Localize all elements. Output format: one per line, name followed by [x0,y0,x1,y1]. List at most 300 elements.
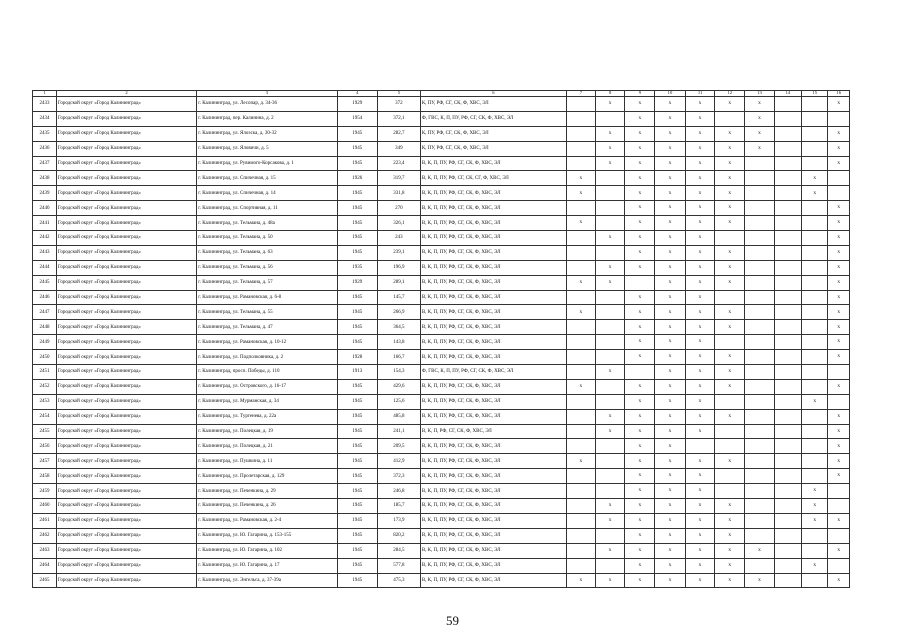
mark-cell [802,350,828,365]
table-row [33,379,850,394]
mark-cell: x [625,186,655,201]
mark-cell: x [715,156,745,171]
year-cell: 1926 [337,171,377,186]
area-cell: 326,1 [377,216,420,231]
mark-cell: x [625,156,655,171]
mark-cell [595,186,625,201]
mark-cell [774,156,801,171]
year-cell: 1945 [337,439,377,454]
works-cell: Ф, ГВС, К, П, ПУ, РФ, СГ, СК, Ф, ХВС, ЭЛ [420,111,566,126]
mark-cell [745,439,775,454]
mark-cell: x [715,409,745,424]
mark-cell: x [655,394,686,409]
works-cell: К, ПУ, РФ, СГ, СК, Ф, ХВС, ЭЛ [420,141,566,156]
year-cell: 1945 [337,290,377,305]
column-number: 5 [377,91,420,97]
mark-cell: x [715,216,745,231]
mark-cell [566,424,595,439]
mark-cell [774,231,801,246]
mark-cell [595,379,625,394]
mark-cell: x [802,484,828,499]
area-cell: 173,9 [377,513,420,528]
mark-cell [745,290,775,305]
mark-cell [745,350,775,365]
mark-cell: x [745,97,775,112]
mark-cell: x [715,379,745,394]
mark-cell [566,320,595,335]
table-row [33,320,850,335]
address-cell: г. Калининград, ул. Ялоэска, д. 30-32 [197,126,337,141]
mark-cell: x [655,141,686,156]
mark-cell: x [828,573,850,588]
address-cell: г. Калининград, ул. Рамановская, д. 2-4 [197,513,337,528]
mark-cell [774,260,801,275]
address-cell: г. Калининград, ул. Рамановская, д. 10-12 [197,335,337,350]
area-cell: 412,9 [377,454,420,469]
mark-cell [745,305,775,320]
area-cell: 209,5 [377,439,420,454]
mark-cell: x [655,543,686,558]
mark-cell [802,469,828,484]
mark-cell: x [655,335,686,350]
mark-cell: x [685,260,715,275]
mark-cell: x [625,126,655,141]
year-cell: 1945 [337,558,377,573]
mark-cell [828,171,850,186]
mark-cell: x [828,290,850,305]
year-cell: 1945 [337,573,377,588]
table-row [33,260,850,275]
table-row [33,245,850,260]
mark-cell [774,454,801,469]
district-cell: Городской округ «Город Калининград» [56,335,196,350]
mark-cell: x [802,513,828,528]
mark-cell: x [715,245,745,260]
works-cell: В, К, П, ПУ, РФ, СГ, СК, Ф, ХВС, ЭЛ [420,499,566,514]
table-row [33,469,850,484]
mark-cell: x [715,97,745,112]
mark-cell [802,216,828,231]
table-row [33,394,850,409]
mark-cell [802,245,828,260]
mark-cell [802,379,828,394]
mark-cell: x [685,275,715,290]
mark-cell [715,439,745,454]
district-cell: Городской округ «Город Калининград» [56,379,196,394]
mark-cell: x [802,558,828,573]
mark-cell: x [715,320,745,335]
district-cell: Городской округ «Город Калининград» [56,216,196,231]
district-cell: Городской округ «Город Калининград» [56,394,196,409]
year-cell: 1945 [337,320,377,335]
district-cell: Городской округ «Город Калининград» [56,97,196,112]
district-cell: Городской округ «Город Калининград» [56,573,196,588]
mark-cell [745,379,775,394]
mark-cell [595,469,625,484]
area-cell: 143,8 [377,335,420,350]
table-row [33,126,850,141]
table-row [33,186,850,201]
mark-cell: x [685,111,715,126]
address-cell: г. Калининград, ул. Подполковника, д. 2 [197,350,337,365]
mark-cell [566,156,595,171]
area-cell: 246,8 [377,484,420,499]
mark-cell: x [802,394,828,409]
mark-cell: x [566,305,595,320]
district-cell: Городской округ «Город Калининград» [56,290,196,305]
mark-cell [595,350,625,365]
address-cell: г. Калининград, ул. Ю. Гагарина, д. 153-155 [197,528,337,543]
mark-cell: x [566,573,595,588]
mark-cell: x [715,454,745,469]
mark-cell [745,335,775,350]
mark-cell: x [625,201,655,216]
table-row [33,409,850,424]
table-row [33,290,850,305]
column-number: 7 [566,91,595,97]
row-number: 2437 [33,156,57,171]
mark-cell [566,439,595,454]
mark-cell: x [828,379,850,394]
mark-cell: x [685,543,715,558]
mark-cell: x [625,231,655,246]
year-cell: 1945 [337,499,377,514]
mark-cell: x [655,186,686,201]
mark-cell: x [685,424,715,439]
mark-cell [802,439,828,454]
address-cell: г. Калининград, ул. Спичечная, д. 15 [197,171,337,186]
column-number: 15 [802,91,828,97]
mark-cell [774,528,801,543]
address-cell: г. Калининград, ул. Мурманская, д. 34 [197,394,337,409]
works-cell: Ф, ГВС, К, П, ПУ, РФ, СГ, СК, Ф, ХВС, ЭЛ [420,365,566,380]
mark-cell: x [685,97,715,112]
row-number: 2454 [33,409,57,424]
mark-cell [566,350,595,365]
row-number: 2434 [33,111,57,126]
mark-cell: x [655,201,686,216]
row-number: 2462 [33,528,57,543]
mark-cell [566,543,595,558]
mark-cell [715,231,745,246]
mark-cell: x [625,97,655,112]
district-cell: Городской округ «Город Калининград» [56,469,196,484]
works-cell: В, К, П, ПУ, РФ, СГ, СК, Ф, ХВС, ЭЛ [420,350,566,365]
row-number: 2444 [33,260,57,275]
mark-cell: x [685,573,715,588]
mark-cell [745,394,775,409]
mark-cell: x [655,290,686,305]
mark-cell [774,558,801,573]
mark-cell [566,484,595,499]
year-cell: 1945 [337,245,377,260]
area-cell: 331,8 [377,186,420,201]
year-cell: 1945 [337,156,377,171]
mark-cell [595,320,625,335]
mark-cell: x [828,424,850,439]
mark-cell [595,394,625,409]
year-cell: 1945 [337,409,377,424]
mark-cell: x [566,171,595,186]
registry-table [32,90,850,588]
mark-cell [566,499,595,514]
mark-cell [566,394,595,409]
table-row [33,141,850,156]
mark-cell: x [655,454,686,469]
mark-cell [685,439,715,454]
works-cell: В, К, П, ПУ, РФ, СГ, СК, Ф, ХВС, ЭЛ [420,543,566,558]
mark-cell [566,260,595,275]
table-row [33,350,850,365]
mark-cell: x [595,260,625,275]
mark-cell: x [715,275,745,290]
page-number: 59 [446,613,459,628]
mark-cell: x [655,513,686,528]
table-row [33,335,850,350]
mark-cell [566,469,595,484]
mark-cell [774,275,801,290]
mark-cell: x [715,305,745,320]
mark-cell: x [802,186,828,201]
mark-cell [715,424,745,439]
area-cell: 289,1 [377,275,420,290]
district-cell: Городской округ «Город Калининград» [56,126,196,141]
mark-cell: x [685,528,715,543]
mark-cell: x [685,156,715,171]
row-number: 2457 [33,454,57,469]
mark-cell: x [595,409,625,424]
area-cell: 284,5 [377,543,420,558]
works-cell: К, ПУ, РФ, СГ, СК, Ф, ХВС, ЭЛ [420,126,566,141]
row-number: 2440 [33,201,57,216]
mark-cell [745,216,775,231]
mark-cell [802,454,828,469]
row-number: 2448 [33,320,57,335]
mark-cell [595,111,625,126]
area-cell: 239,1 [377,245,420,260]
column-number: 13 [745,91,775,97]
mark-cell: x [655,111,686,126]
mark-cell [745,275,775,290]
mark-cell [828,528,850,543]
mark-cell: x [625,499,655,514]
mark-cell: x [655,231,686,246]
row-number: 2439 [33,186,57,201]
mark-cell: x [685,365,715,380]
year-cell: 1945 [337,335,377,350]
year-cell: 1945 [337,543,377,558]
year-cell: 1945 [337,141,377,156]
area-cell: 185,7 [377,499,420,514]
row-number: 2446 [33,290,57,305]
area-cell: 196,9 [377,260,420,275]
mark-cell [745,245,775,260]
table-row [33,275,850,290]
column-number: 1 [33,91,57,97]
address-cell: г. Калининград, ул. Пушкина, д. 11 [197,454,337,469]
mark-cell: x [685,320,715,335]
mark-cell: x [685,499,715,514]
row-number: 2458 [33,469,57,484]
mark-cell: x [625,260,655,275]
mark-cell: x [685,350,715,365]
mark-cell: x [655,97,686,112]
mark-cell: x [655,424,686,439]
area-cell: 364,5 [377,320,420,335]
mark-cell [774,543,801,558]
mark-cell [774,305,801,320]
mark-cell [802,424,828,439]
mark-cell: x [655,216,686,231]
mark-cell [745,454,775,469]
mark-cell: x [625,439,655,454]
mark-cell [802,543,828,558]
table-row [33,454,850,469]
mark-cell [625,275,655,290]
mark-cell: x [828,350,850,365]
mark-cell: x [745,141,775,156]
mark-cell [566,409,595,424]
address-cell: г. Калининград, ул. Спичечная, д. 14 [197,186,337,201]
district-cell: Городской округ «Город Калининград» [56,513,196,528]
mark-cell: x [625,528,655,543]
column-number: 3 [197,91,337,97]
mark-cell: x [685,484,715,499]
mark-cell [745,201,775,216]
mark-cell: x [655,469,686,484]
mark-cell: x [655,379,686,394]
mark-cell [774,439,801,454]
mark-cell: x [828,141,850,156]
table-row [33,573,850,588]
table-row [33,439,850,454]
mark-cell [745,528,775,543]
address-cell: г. Калининград, ул. Яловичи, д. 5 [197,141,337,156]
mark-cell: x [625,424,655,439]
mark-cell: x [595,513,625,528]
mark-cell: x [685,141,715,156]
district-cell: Городской округ «Город Калининград» [56,484,196,499]
address-cell: г. Калининград, ул. Печенкина, д. 26 [197,499,337,514]
mark-cell [595,454,625,469]
mark-cell: x [625,379,655,394]
mark-cell: x [655,156,686,171]
mark-cell [566,513,595,528]
mark-cell [774,335,801,350]
mark-cell: x [685,201,715,216]
year-cell: 1945 [337,454,377,469]
mark-cell: x [595,573,625,588]
district-cell: Городской округ «Город Калининград» [56,305,196,320]
district-cell: Городской округ «Город Калининград» [56,156,196,171]
year-cell: 1945 [337,424,377,439]
mark-cell: x [655,499,686,514]
mark-cell [802,97,828,112]
mark-cell: x [595,231,625,246]
mark-cell [715,484,745,499]
mark-cell: x [685,290,715,305]
mark-cell [802,305,828,320]
mark-cell: x [715,499,745,514]
mark-cell: x [625,409,655,424]
works-cell: В, К, П, ПУ, РФ, СГ, СК, Ф, ХВС, ЭЛ [420,484,566,499]
year-cell: 1913 [337,365,377,380]
address-cell: г. Калининград, ул. Тельмана, д. 47 [197,320,337,335]
address-cell: г. Калининград, ул. Островского, д. 16-17 [197,379,337,394]
district-cell: Городской округ «Город Калининград» [56,245,196,260]
mark-cell: x [655,350,686,365]
mark-cell: x [828,454,850,469]
mark-cell: x [625,171,655,186]
mark-cell: x [566,275,595,290]
row-number: 2456 [33,439,57,454]
district-cell: Городской округ «Город Калининград» [56,350,196,365]
address-cell: г. Калининград, ул. Рувимого-Корсакова, д. 1 [197,156,337,171]
area-cell: 282,7 [377,126,420,141]
mark-cell: x [655,439,686,454]
mark-cell: x [625,216,655,231]
column-number: 14 [774,91,801,97]
mark-cell [828,394,850,409]
registry-sheet [32,90,850,583]
year-cell: 1945 [337,469,377,484]
mark-cell [595,290,625,305]
mark-cell: x [715,558,745,573]
mark-cell: x [625,290,655,305]
mark-cell [595,171,625,186]
mark-cell [595,245,625,260]
mark-cell: x [745,111,775,126]
works-cell: В, К, П, ПУ, РФ, СГ, СК, Ф, ХВС, ЭЛ [420,394,566,409]
year-cell: 1945 [337,126,377,141]
area-cell: 270 [377,201,420,216]
mark-cell: x [595,543,625,558]
row-number: 2435 [33,126,57,141]
mark-cell [802,409,828,424]
mark-cell: x [828,260,850,275]
row-number: 2447 [33,305,57,320]
year-cell: 1928 [337,350,377,365]
row-number: 2443 [33,245,57,260]
address-cell: г. Калининград, ул. Спортивная, д. 11 [197,201,337,216]
year-cell: 1945 [337,305,377,320]
mark-cell [715,335,745,350]
works-cell: В, К, П, РФ, СГ, СК, Ф, ХВС, ЭЛ [420,424,566,439]
area-cell: 372,1 [377,111,420,126]
mark-cell [745,171,775,186]
area-cell: 166,7 [377,350,420,365]
address-cell: г. Калининград, ул. Полецкая, д. 21 [197,439,337,454]
mark-cell [715,394,745,409]
column-number: 2 [56,91,196,97]
table-row [33,216,850,231]
mark-cell: x [655,573,686,588]
mark-cell: x [685,558,715,573]
mark-cell [595,528,625,543]
mark-cell [774,365,801,380]
mark-cell [566,231,595,246]
works-cell: В, К, П, ПУ, РФ, СГ, СК, Ф, ХВС, ЭЛ [420,156,566,171]
row-number: 2442 [33,231,57,246]
mark-cell: x [625,558,655,573]
row-number: 2449 [33,335,57,350]
mark-cell [774,111,801,126]
table-row [33,171,850,186]
area-cell: 820,2 [377,528,420,543]
mark-cell [595,216,625,231]
year-cell: 1929 [337,97,377,112]
mark-cell [566,290,595,305]
